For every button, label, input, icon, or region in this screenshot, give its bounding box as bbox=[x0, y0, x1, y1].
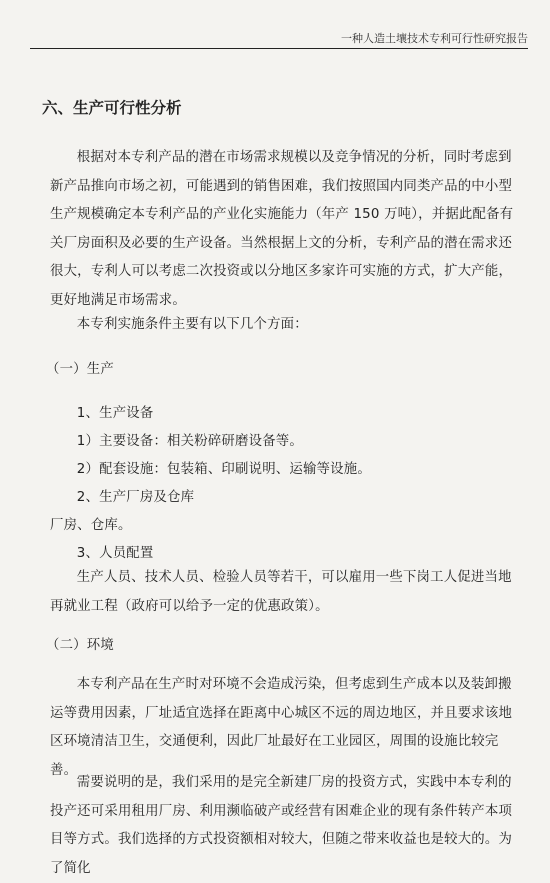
plant-warehouse-item: 2、生产厂房及仓库 bbox=[76, 490, 195, 505]
environment-paragraph: 本专利产品在生产时对环境不会造成污染，但考虑到生产成本以及装卸搬运等费用因素，厂址适宜选择在距离中心城区不远的周边地区，并且要求该地区环境清洁卫生，交通便利，因此厂址最好在工业园区，周围的设施比较完善。 bbox=[50, 677, 513, 778]
section-heading: 六、生产可行性分析 bbox=[42, 99, 182, 117]
conditions-intro: 本专利实施条件主要有以下几个方面： bbox=[76, 317, 308, 332]
staffing-paragraph: 生产人员、技术人员、检验人员等若干，可以雇用一些下岗工人促进当地再就业工程（政府可以给予一定的优惠政策）。 bbox=[50, 570, 512, 614]
plant-warehouse-detail: 厂房、仓库。 bbox=[50, 518, 132, 533]
environment-heading: （二）环境 bbox=[46, 638, 114, 653]
closing-paragraph: 需要说明的是，我们采用的是完全新建厂房的投资方式，实践中本专利的投产还可采用租用厂房、利用濒临破产或经营有困难企业的现有条件转产本项目等方式。我们选择的方式投资额相对较大，但随之带来收益也是较大的。为了简化 bbox=[50, 775, 513, 876]
production-heading: （一）生产 bbox=[46, 362, 114, 377]
running-header: 一种人造土壤技术专利可行性研究报告 bbox=[341, 32, 528, 45]
intro-paragraph: 根据对本专利产品的潜在市场需求规模以及竞争情况的分析，同时考虑到新产品推向市场之初，可能遇到的销售困难，我们按照国内同类产品的中小型生产规模确定本专利产品的产业化实施能力（年产 150 万吨），并据此配备有关厂房面积及必要的生产设备。当然根据上文的分析，专利产品的潜在需求还很大，专利人可以考虑二次投资或以分地区多家许可实施的方式，扩大产能，更好地满足市场需求。 bbox=[50, 150, 514, 308]
equipment-item: 1、生产设备 bbox=[76, 406, 154, 421]
header-rule bbox=[30, 48, 528, 49]
staffing-item: 3、人员配置 bbox=[76, 546, 154, 561]
main-equipment-line: 1）主要设备：相关粉碎研磨设备等。 bbox=[76, 434, 303, 449]
auxiliary-facilities-line: 2）配套设施：包装箱、印刷说明、运输等设施。 bbox=[76, 462, 371, 477]
